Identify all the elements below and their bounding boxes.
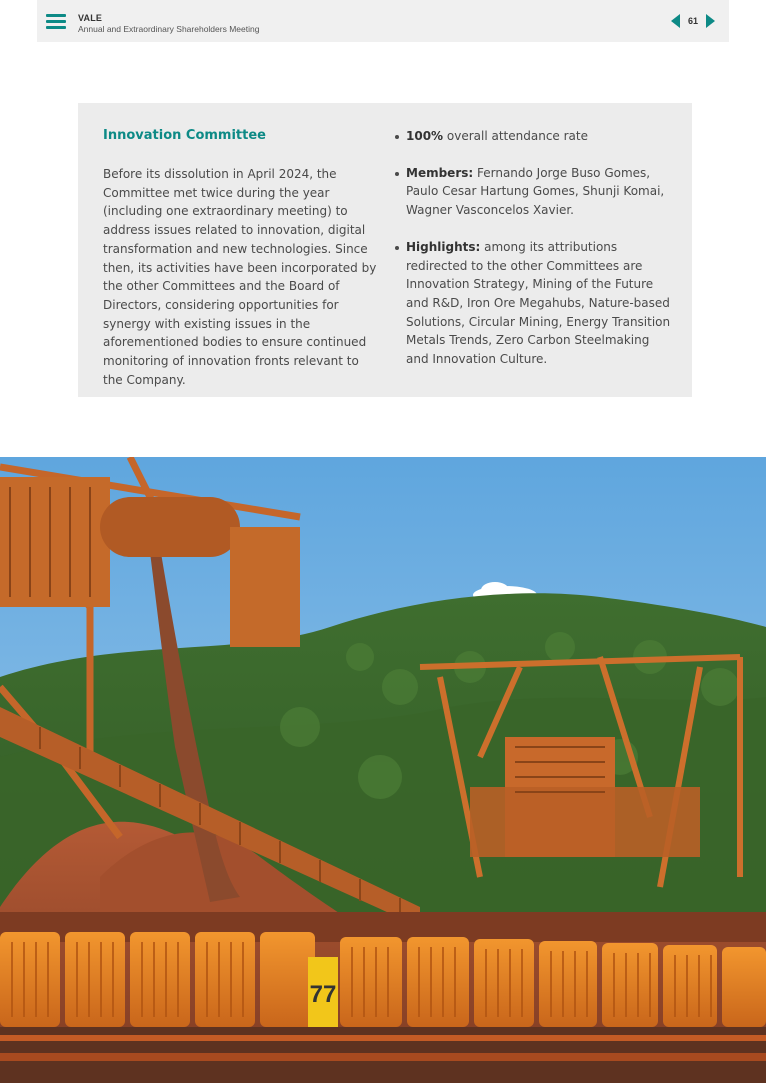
document-subtitle: Annual and Extraordinary Shareholders Meeting [78,24,260,34]
page-number: 61 [687,16,698,26]
bullet-members [394,164,674,220]
card-right-column [394,127,674,369]
hamburger-menu-icon[interactable] [46,14,66,30]
brand-name: VALE [78,13,103,23]
bullet-attendance [394,127,674,146]
bullet-label: Highlights: [406,239,481,254]
triangle-right-icon[interactable] [706,14,715,28]
wagon-number: 77 [309,981,337,1008]
card-body-text: Before its dissolution in April 2024, the Committee met twice during the year (including one extraordinary meeting) to address issues related to innovation, digital transformation and new technologies. Since then, its activities have been incorporated by the other Committees and the Board of Directors, considering opportunities for synergy with existing issues in the aforementioned bodies to ensure continued monitoring of innovation fronts relevant to the Company. [103,167,377,387]
photo-illustration [0,457,766,1083]
card-title: Innovation Committee [103,128,266,143]
bullet-text: Fernando Jorge Buso Gomes, Paulo Cesar Hartung Gomes, Shunji Komai, Wagner Vasconcelos Xavier. [406,165,665,218]
card-left-column [103,127,378,389]
bullet-label: 100% [406,129,444,143]
page-navigator [671,13,715,29]
ore-wagons [0,932,766,1027]
bullet-label: Members: [406,165,474,180]
iron-ore-terminal-photo [0,457,766,1083]
triangle-left-icon[interactable] [671,14,680,28]
bullet-highlights [394,238,674,369]
innovation-committee-card [78,103,692,397]
top-header-bar [37,0,729,42]
bullet-text: among its attributions redirected to the other Committees are Innovation Strategy, Mining of the Future and R&D, Iron Ore Megahubs, Nature-based Solutions, Circular Mining, Energy Transition Metals Trends, Zero Carbon Steelmaking and Innovation Culture. [406,239,671,367]
bullet-text: overall attendance rate [443,129,588,143]
